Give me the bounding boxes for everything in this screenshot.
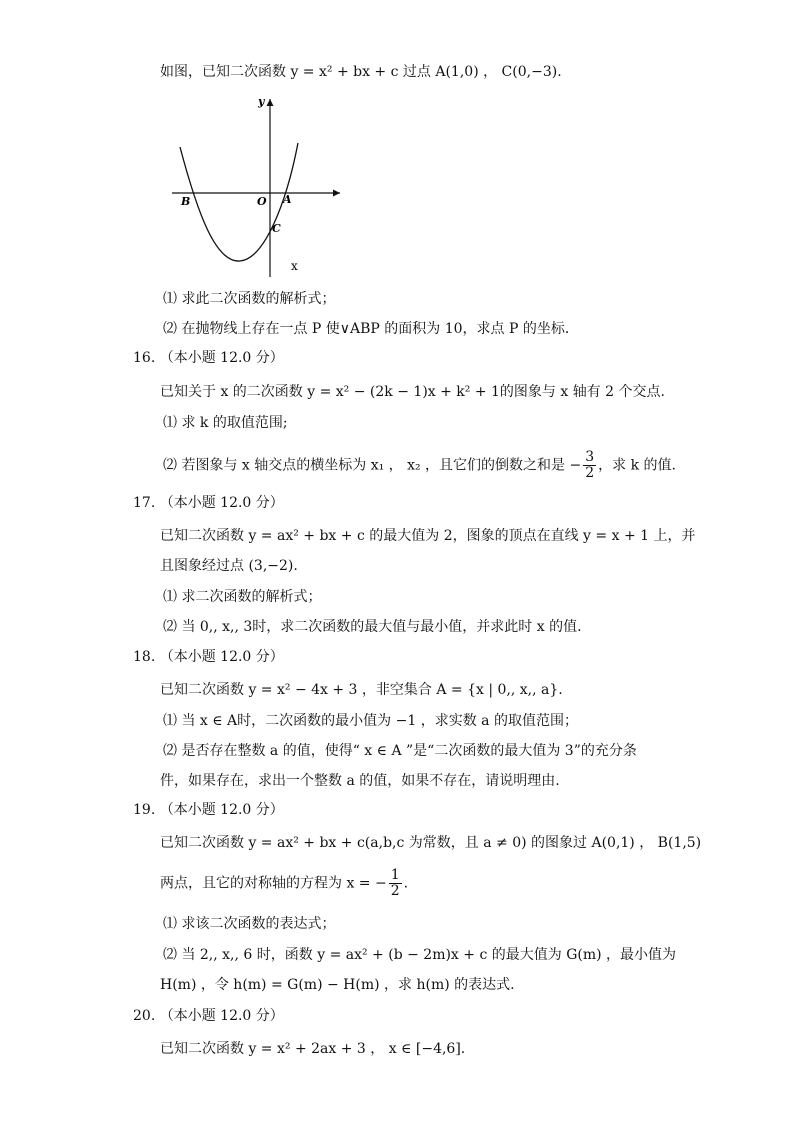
q15-sub1: ⑴ 求此二次函数的解析式； [163,291,336,307]
q17-stem1: 已知二次函数 y = ax² + bx + c 的最大值为 2，图象的顶点在直线 y = x + 1 上，并 [160,528,696,544]
q17-stem2: 且图象经过点 (3,−2). [160,558,298,574]
q20-stem: 已知二次函数 y = x² + 2ax + 3 ， x ∈ [−4,6]. [160,1041,466,1057]
q19-fraction [389,868,402,899]
q16-sub1: ⑴ 求 k 的取值范围; [163,415,288,431]
q16-stem: 已知关于 x 的二次函数 y = x² − (2k − 1)x + k² + 1的图象与 x 轴有 2 个交点. [160,384,665,400]
q18-sub1: ⑴ 当 x ∈ A时，二次函数的最小值为 −1 ，求实数 a 的取值范围； [163,713,578,729]
q19-stem1: 已知二次函数 y = ax² + bx + c(a,b,c 为常数，且 a ≠ 0) 的图象过 A(0,1) ， B(1,5) [160,835,702,851]
y-axis-label: y [258,95,265,108]
q19-sub2b: H(m) ，令 h(m) = G(m) − H(m) ，求 h(m) 的表达式. [160,977,515,993]
q19-number: 19. （本小题 12.0 分） [133,802,284,818]
q18-sub2b: 件，如果存在，求出一个整数 a 的值，如果不存在，请说明理由. [160,773,560,789]
origin-label: O [257,195,267,208]
q16-sub2-pre: ⑵ 若图象与 x 轴交点的横坐标为 x₁ ， x₂ ，且它们的倒数之和是 − [163,457,582,474]
q16-fraction-num: 3 [585,449,595,465]
parabola-curve [180,143,298,261]
q19-stem2-pre: 两点，且它的对称轴的方程为 x = − [160,875,387,892]
q18-sub2a: ⑵ 是否存在整数 a 的值，使得“ x ∈ A ”是“二次函数的最大值为 3”的充分条 [163,743,637,759]
q16-sub2-post: ，求 k 的值. [598,457,677,474]
q19-fraction-num: 1 [390,867,400,883]
q18-number: 18. （本小题 12.0 分） [133,649,284,665]
point-b-label: B [181,195,191,208]
q19-fraction-den: 2 [390,883,400,899]
q19-sub1: ⑴ 求该二次函数的表达式； [163,916,336,932]
q19-stem2-post: . [403,875,409,892]
q16-number: 16. （本小题 12.0 分） [133,350,284,366]
q16-fraction [583,450,596,481]
q16-fraction-den: 2 [585,465,595,481]
x-axis-label: x [291,259,298,273]
point-c-label: C [272,222,281,235]
point-a-label: A [283,193,292,206]
q15-sub2: ⑵ 在抛物线上存在一点 P 使∨ABP 的面积为 10，求点 P 的坐标． [163,321,579,337]
q17-number: 17. （本小题 12.0 分） [133,495,284,511]
intro-line: 如图，已知二次函数 y = x² + bx + c 过点 A(1,0) ， C(0,−3). [160,64,562,80]
q17-sub1: ⑴ 求二次函数的解析式； [163,589,322,605]
q17-sub2: ⑵ 当 0,, x,, 3时，求二次函数的最大值与最小值，并求此时 x 的值. [163,619,582,635]
q19-sub2a: ⑵ 当 2,, x,, 6 时，函数 y = ax² + (b − 2m)x + c 的最大值为 G(m) ，最小值为 [163,947,677,963]
q20-number: 20. （本小题 12.0 分） [133,1008,284,1024]
q16-sub2 [163,450,676,481]
parabola-diagram [168,95,348,280]
q18-stem: 已知二次函数 y = x² − 4x + 3 ，非空集合 A = {x | 0,, x,, a}. [160,682,563,698]
q19-stem2 [160,868,408,899]
parabola-figure [168,95,348,280]
